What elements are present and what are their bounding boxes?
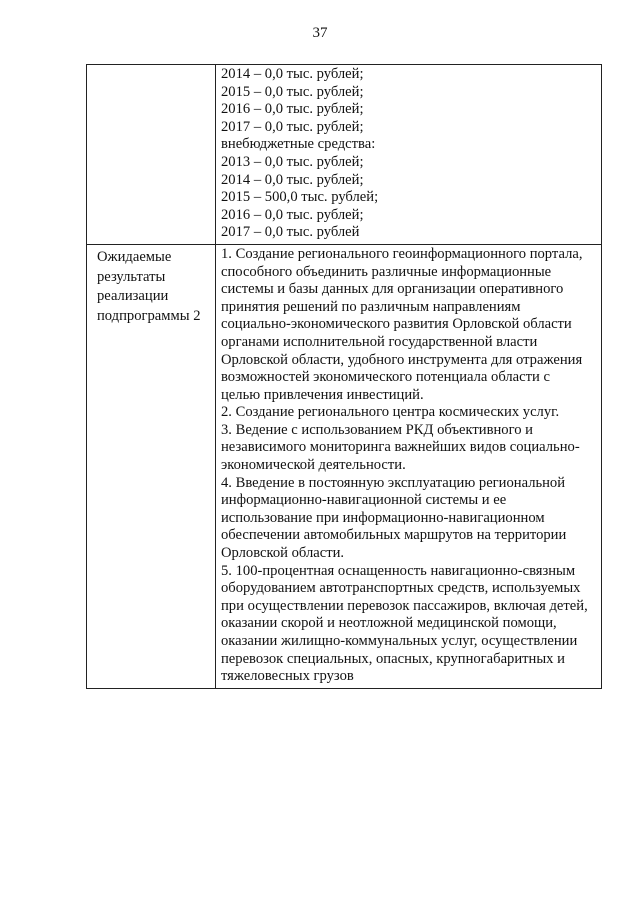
result-line: тяжеловесных грузов — [221, 668, 354, 685]
result-line: Орловской области, удобного инструмента для отражения — [221, 351, 583, 368]
result-line: 1. Создание регионального геоинформационного портала, — [221, 245, 583, 262]
funding-line: 2017 – 0,0 тыс. рублей — [221, 224, 360, 241]
row-label-line: Ожидаемые — [97, 248, 172, 265]
funding-line: 2017 – 0,0 тыс. рублей; — [221, 118, 364, 135]
result-line: целью привлечения инвестиций. — [221, 386, 424, 403]
row-label-cell — [87, 244, 216, 688]
result-line: перевозок специальных, опасных, крупногабаритных и — [221, 650, 565, 667]
funding-cell — [216, 65, 602, 245]
table-row-expected-results — [87, 244, 602, 688]
result-line: 3. Ведение с использованием РКД объективного и — [221, 421, 533, 438]
funding-line: 2014 – 0,0 тыс. рублей; — [221, 66, 364, 82]
result-line: 2. Создание регионального центра космических услуг. — [221, 404, 560, 421]
result-line: принятия решений по различным направлениям — [221, 298, 521, 315]
result-line: использование при информационно-навигационном — [221, 509, 545, 526]
result-line: независимого мониторинга важнейших видов социально- — [221, 439, 580, 456]
result-line: информационно-навигационной системы и ее — [221, 492, 507, 509]
result-line: органами исполнительной государственной власти — [221, 333, 538, 350]
expected-results-cell — [216, 244, 602, 688]
funding-line: 2016 – 0,0 тыс. рублей; — [221, 206, 364, 223]
row-label-line: подпрограммы 2 — [97, 307, 201, 324]
result-line: возможностей экономического потенциала области с — [221, 369, 550, 386]
result-line: обеспечении автомобильных маршрутов на территории — [221, 527, 567, 544]
row-label-cell — [87, 65, 216, 245]
funding-line: 2015 – 0,0 тыс. рублей; — [221, 83, 364, 100]
result-line: способного объединить различные информационные — [221, 263, 552, 280]
funding-line: 2013 – 0,0 тыс. рублей; — [221, 153, 364, 170]
result-line: Орловской области. — [221, 545, 345, 562]
funding-line: 2015 – 500,0 тыс. рублей; — [221, 189, 379, 206]
result-line: оказании жилищно-коммунальных услуг, осуществлении — [221, 633, 578, 649]
funding-subheading: внебюджетные средства: — [221, 136, 376, 153]
passport-table — [86, 64, 602, 689]
row-label-line: реализации — [97, 288, 169, 305]
result-line: 5. 100-процентная оснащенность навигационно-связным — [221, 562, 576, 579]
funding-line: 2016 – 0,0 тыс. рублей; — [221, 101, 364, 118]
result-line: оказании скорой и неотложной медицинской помощи, — [221, 615, 557, 632]
page-number: 37 — [312, 25, 328, 41]
result-line: 4. Введение в постоянную эксплуатацию региональной — [221, 474, 566, 491]
result-line: социально-экономического развития Орловской области — [221, 316, 572, 333]
result-line: при осуществлении перевозок пассажиров, включая детей, — [221, 597, 588, 614]
result-line: системы и базы данных для организации оперативного — [221, 281, 564, 298]
funding-line: 2014 – 0,0 тыс. рублей; — [221, 171, 364, 188]
table-row-funding — [87, 65, 602, 245]
result-line: оборудованием автотранспортных средств, используемых — [221, 580, 581, 597]
result-line: экономической деятельности. — [221, 457, 406, 474]
row-label-line: результаты — [97, 268, 166, 285]
